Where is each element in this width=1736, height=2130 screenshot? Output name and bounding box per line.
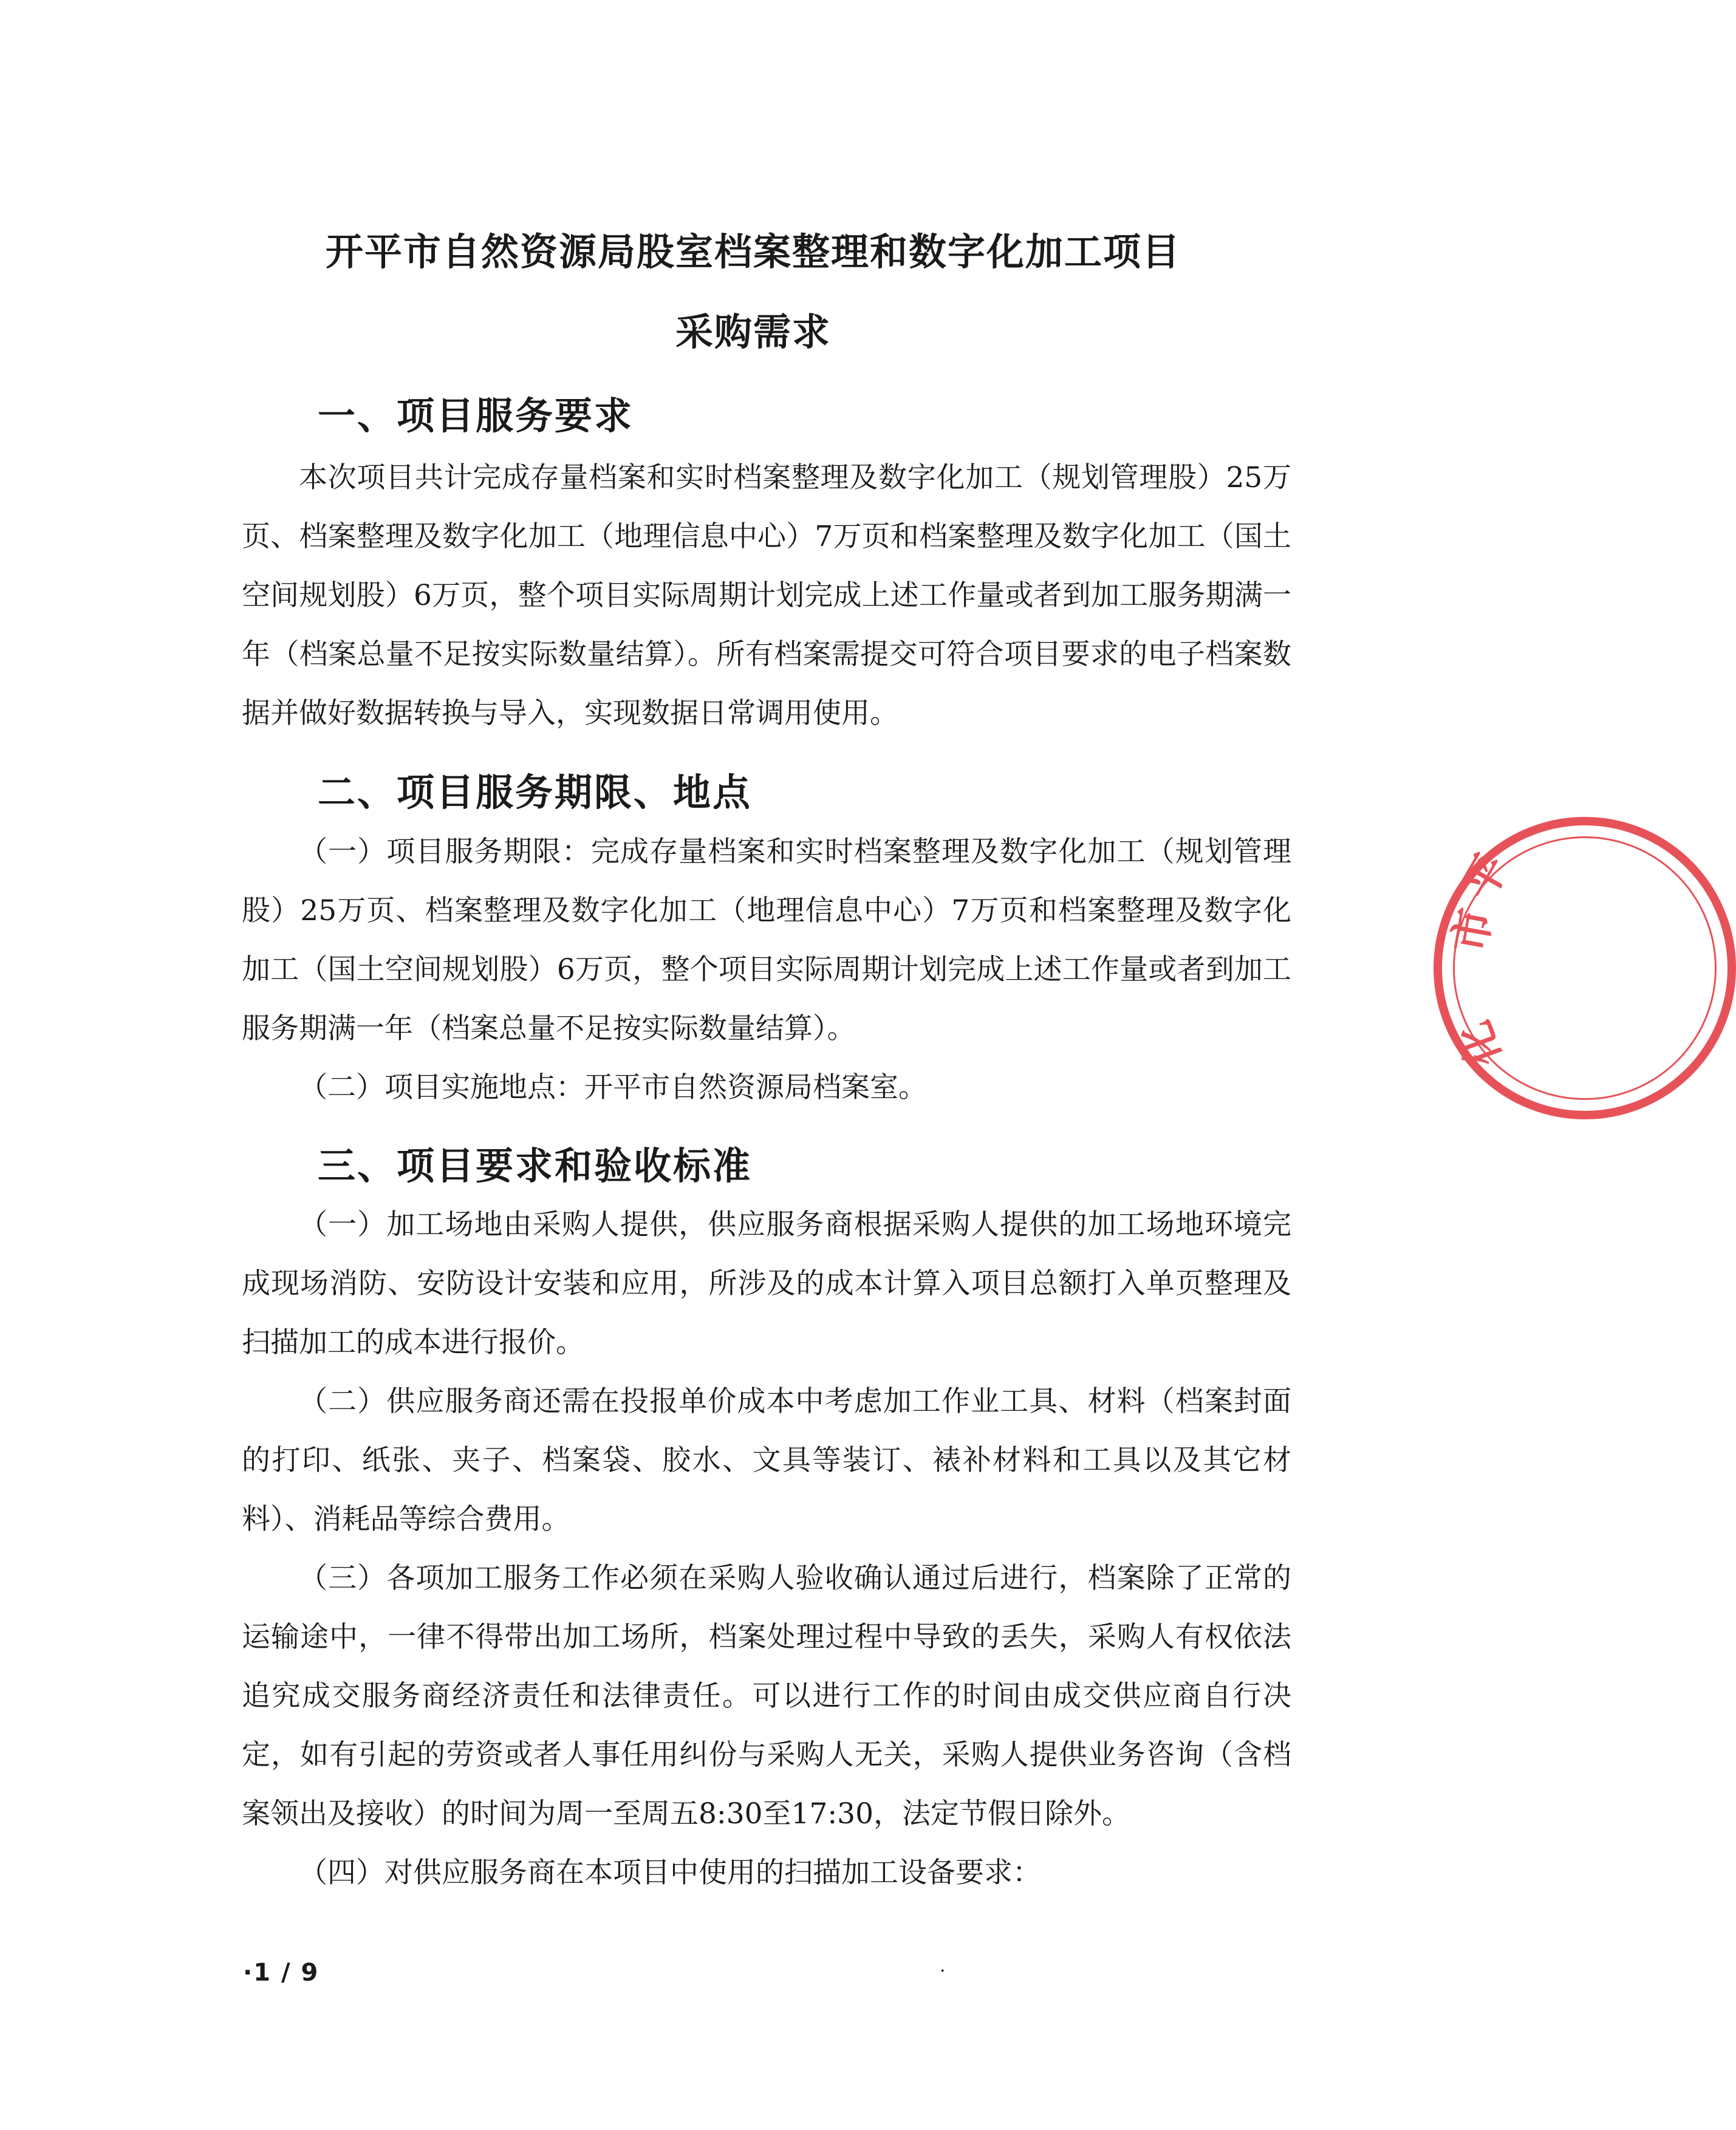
page-number: ·1 / 9 bbox=[243, 1959, 320, 1987]
seal-character: 平 bbox=[1452, 845, 1519, 909]
section-heading-acceptance-standards: 三、项目要求和验收标准 bbox=[318, 1144, 753, 1188]
section-heading-term-location: 二、项目服务期限、地点 bbox=[318, 770, 753, 814]
section-heading-service-requirements: 一、项目服务要求 bbox=[318, 394, 634, 438]
paragraph-tools-materials: （二）供应服务商还需在投报单价成本中考虑加工作业工具、材料（档案封面的打印、纸张、夹子、档案袋、胶水、文具等装订、裱补材料和工具以及其它材料）、消耗品等综合费用。 bbox=[242, 1385, 1291, 1536]
footer-dot: · bbox=[940, 1961, 946, 1982]
paragraph-work-rules: （三）各项加工服务工作必须在采购人验收确认通过后进行，档案除了正常的运输途中，一律不得带出加工场所，档案处理过程中导致的丢失，采购人有权依法追究成交服务商经济责任和法律责任。可以进行工作的时间由成交供应商自行决定，如有引起的劳资或者人事任用纠份与采购人无关，采购人提供业务咨询（含档案领出及接收）的时间为周一至周五8:30至17:30，法定节假日除外。 bbox=[242, 1562, 1291, 1831]
paragraph-processing-site: （一）加工场地由采购人提供，供应服务商根据采购人提供的加工场地环境完成现场消防、安防设计安装和应用，所涉及的成本计算入项目总额打入单页整理及扫描加工的成本进行报价。 bbox=[242, 1208, 1291, 1359]
paragraph-service-requirements: 本次项目共计完成存量档案和实时档案整理及数字化加工（规划管理股）25万页、档案整理及数字化加工（地理信息中心）7万页和档案整理及数字化加工（国土空间规划股）6万页，整个项目实际周期计划完成上述工作量或者到加工服务期满一年（档案总量不足按实际数量结算）。所有档案需提交可符合项目要求的电子档案数据并做好数据转换与导入，实现数据日常调用使用。 bbox=[242, 461, 1291, 730]
official-seal-stamp bbox=[1434, 817, 1736, 1119]
document-subtitle: 采购需求 bbox=[675, 310, 831, 354]
paragraph-service-location: （二）项目实施地点：开平市自然资源局档案室。 bbox=[299, 1071, 927, 1104]
seal-character: 市 bbox=[1443, 904, 1502, 957]
paragraph-equipment-requirements: （四）对供应服务商在本项目中使用的扫描加工设备要求： bbox=[299, 1856, 1041, 1889]
seal-character: 化 bbox=[1447, 1014, 1511, 1074]
paragraph-service-term: （一）项目服务期限：完成存量档案和实时档案整理及数字化加工（规划管理股）25万页、档案整理及数字化加工（地理信息中心）7万页和档案整理及数字化加工（国土空间规划股）6万页，整个项目实际周期计划完成上述工作量或者到加工服务期满一年（档案总量不足按实际数量结算）。 bbox=[242, 835, 1291, 1045]
document-title: 开平市自然资源局股室档案整理和数字化加工项目 bbox=[325, 230, 1181, 274]
